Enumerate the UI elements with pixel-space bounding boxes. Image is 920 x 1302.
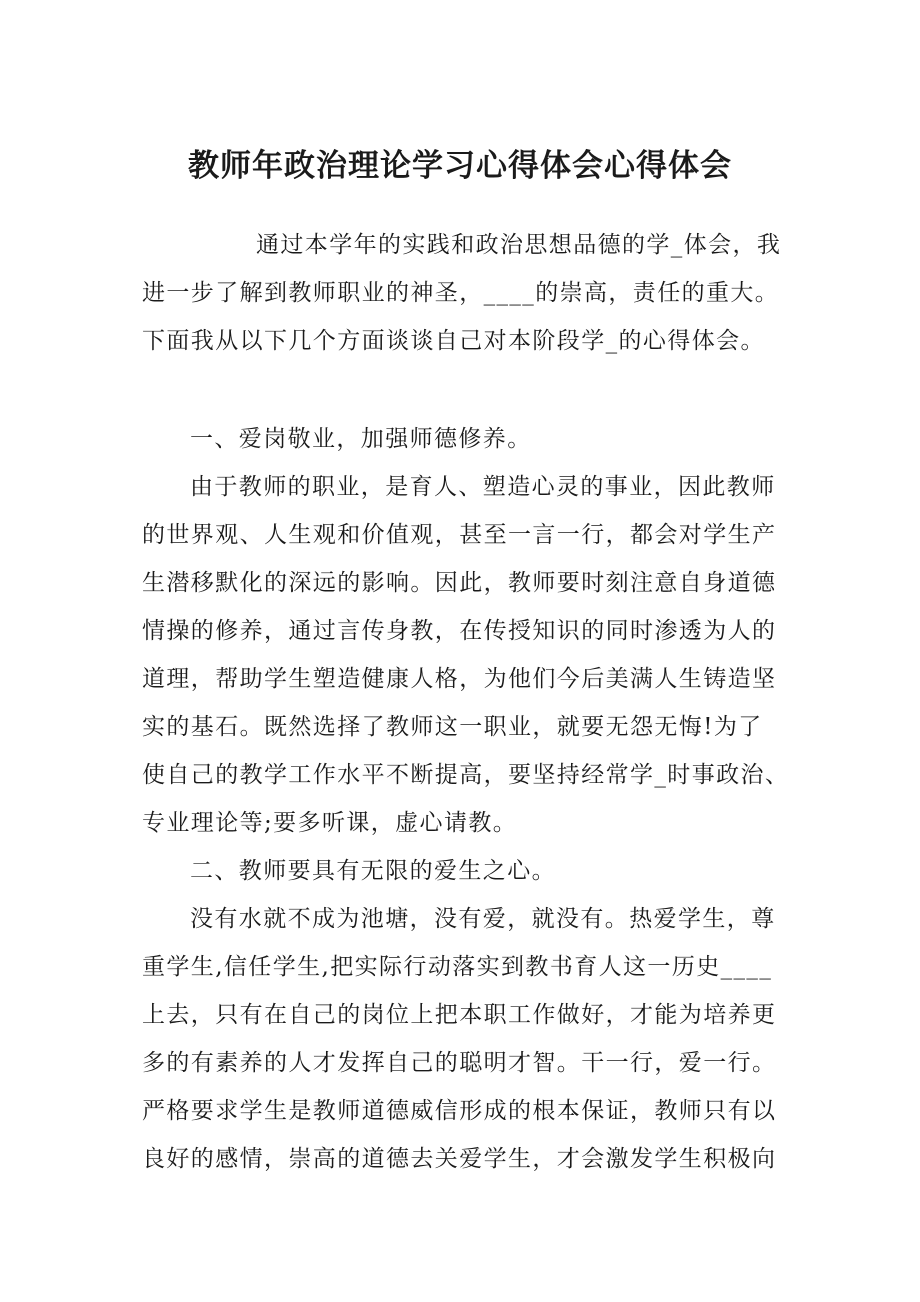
paragraph-line: 由于教师的职业，是育人、塑造心灵的事业，因此教师	[190, 474, 776, 500]
paragraph-line: 下面我从以下几个方面谈谈自己对本阶段学_的心得体会。	[142, 328, 765, 354]
document-title: 教师年政治理论学习心得体会心得体会	[188, 148, 732, 184]
paragraph-line: 专业理论等;要多听课，虚心请教。	[142, 810, 518, 836]
paragraph-line: 多的有素养的人才发挥自己的聪明才智。干一行，爱一行。	[142, 1050, 777, 1076]
section-heading: 一、爱岗敬业，加强师德修养。	[190, 426, 532, 452]
paragraph-line: 实的基石。既然选择了教师这一职业，就要无怨无悔!为了	[142, 714, 763, 740]
paragraph-line: 重学生,信任学生,把实际行动落实到教书育人这一历史____	[142, 954, 773, 980]
paragraph-line: 道理，帮助学生塑造健康人格，为他们今后美满人生铸造坚	[142, 666, 777, 692]
paragraph-line: 生潜移默化的深远的影响。因此，教师要时刻注意自身道德	[142, 570, 777, 596]
paragraph-line: 良好的感情，崇高的道德去关爱学生，才会激发学生积极向	[142, 1146, 777, 1172]
paragraph-line: 严格要求学生是教师道德威信形成的根本保证，教师只有以	[142, 1098, 777, 1124]
paragraph-line: 通过本学年的实践和政治思想品德的学_体会，我	[256, 232, 782, 258]
paragraph-line: 上去，只有在自己的岗位上把本职工作做好，才能为培养更	[142, 1002, 777, 1028]
paragraph-line: 情操的修养，通过言传身教，在传授知识的同时渗透为人的	[142, 618, 777, 644]
paragraph-line: 的世界观、人生观和价值观，甚至一言一行，都会对学生产	[142, 522, 777, 548]
paragraph-line: 没有水就不成为池塘，没有爱，就没有。热爱学生，尊	[190, 906, 776, 932]
paragraph-line: 进一步了解到教师职业的神圣，____的崇高，责任的重大。	[142, 280, 780, 306]
paragraph-line: 使自己的教学工作水平不断提高，要坚持经常学_时事政治、	[142, 762, 790, 788]
section-heading: 二、教师要具有无限的爱生之心。	[190, 858, 556, 884]
